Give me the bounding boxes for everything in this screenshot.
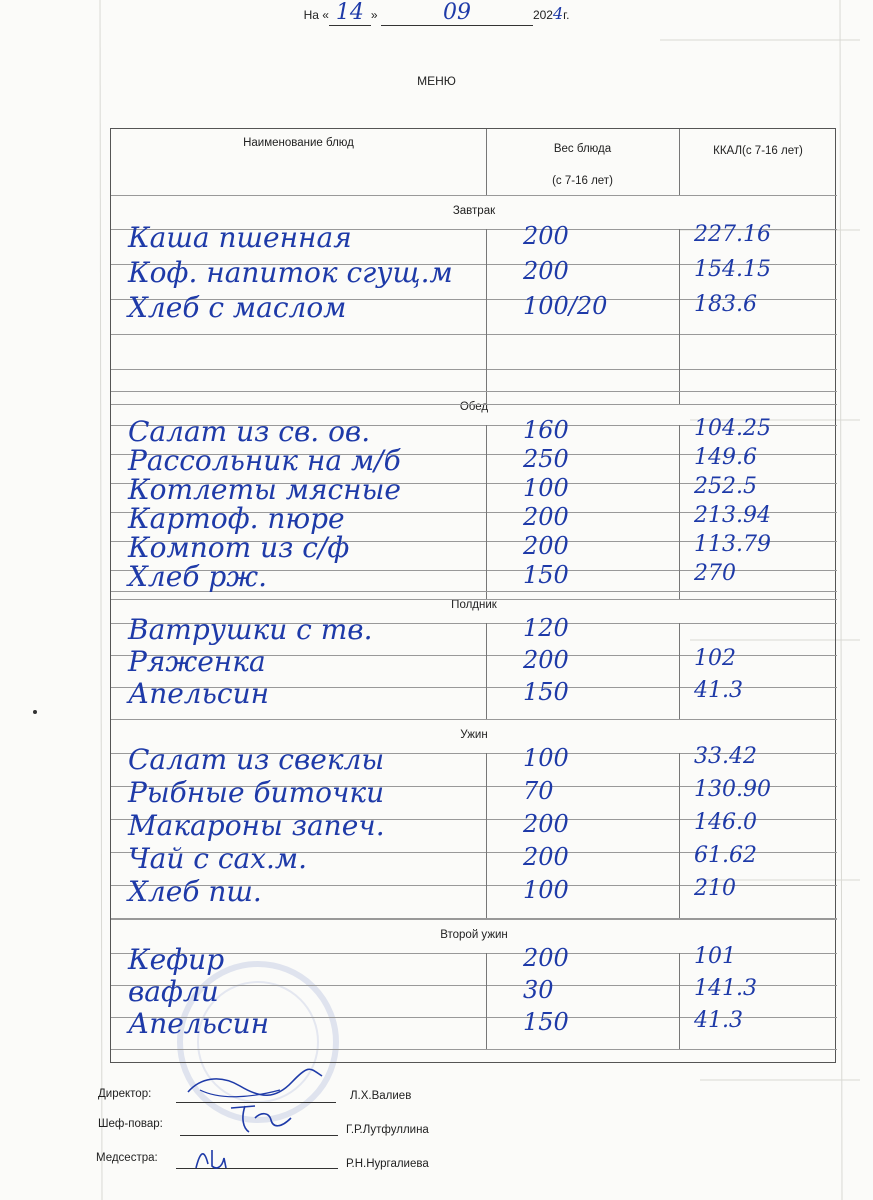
column-divider [486, 425, 487, 599]
column-divider [486, 953, 487, 1049]
dish-kcal: 252.5 [694, 474, 757, 499]
dish-weight: 200 [523, 843, 569, 871]
section-divider [111, 391, 837, 392]
dish-weight: 200 [523, 257, 569, 285]
dish-kcal: 183.6 [694, 292, 757, 317]
dish-weight: 250 [523, 445, 569, 473]
dish-kcal: 210 [694, 876, 736, 901]
dish-weight: 150 [523, 561, 569, 589]
dish-weight: 200 [523, 222, 569, 250]
section-lunch: Обед [459, 401, 489, 413]
section-divider [111, 195, 837, 196]
dish-name: Хлеб пш. [128, 875, 262, 908]
section-divider [111, 919, 837, 920]
section-dinner: Ужин [460, 729, 488, 741]
dish-kcal: 154.15 [694, 257, 771, 282]
stray-mark [33, 710, 37, 714]
dish-weight: 100 [523, 744, 569, 772]
dish-name: Апельсин [128, 677, 270, 710]
dish-name: Компот из с/ф [128, 531, 350, 564]
dish-kcal: 141.3 [694, 976, 757, 1001]
date-prefix: На « [303, 8, 329, 22]
dish-name: Салат из свеклы [128, 743, 385, 776]
page-title: МЕНЮ [417, 74, 456, 88]
column-divider [679, 129, 680, 195]
dish-weight: 120 [523, 614, 569, 642]
dish-weight: 30 [523, 976, 554, 1004]
dish-name: Каша пшенная [128, 221, 352, 254]
nurse-label: Медсестра: [96, 1152, 158, 1164]
row-divider [111, 369, 837, 370]
dish-weight: 100/20 [523, 292, 608, 320]
dish-name: Рыбные биточки [128, 776, 385, 809]
row-divider [111, 334, 837, 335]
dish-name: Хлеб с маслом [128, 291, 347, 324]
dish-kcal: 102 [694, 646, 736, 671]
dish-weight: 100 [523, 876, 569, 904]
row-divider [111, 404, 837, 405]
dish-name: Салат из св. ов. [128, 415, 371, 448]
dish-weight: 150 [523, 678, 569, 706]
dish-kcal: 130.90 [694, 777, 771, 802]
chef-name: Г.Р.Лутфуллина [346, 1124, 429, 1136]
column-divider [486, 129, 487, 195]
dish-weight: 70 [523, 777, 554, 805]
date-month: 09 [442, 0, 471, 25]
dish-kcal: 227.16 [694, 222, 771, 247]
dish-kcal: 61.62 [694, 843, 757, 868]
date-day: 14 [335, 0, 364, 25]
dish-name: Коф. напиток сгущ.м [128, 256, 453, 289]
director-label: Директор: [98, 1088, 152, 1100]
row-divider [111, 599, 837, 600]
dish-name: вафли [128, 975, 219, 1008]
section-snack: Полдник [451, 599, 497, 611]
dish-kcal: 270 [694, 561, 736, 586]
column-header-weight: Вес блюда [553, 143, 612, 155]
year-prefix: 202 [532, 8, 553, 22]
dish-kcal: 149.6 [694, 445, 757, 470]
dish-kcal: 104.25 [694, 416, 771, 441]
dish-weight: 200 [523, 532, 569, 560]
dish-kcal: 113.79 [694, 532, 771, 557]
dish-name: Хлеб рж. [128, 560, 267, 593]
dish-weight: 100 [523, 474, 569, 502]
date-line [0, 0, 873, 26]
column-divider [486, 623, 487, 719]
year-digit: 4 [552, 4, 564, 23]
year-suffix: г. [563, 8, 570, 22]
dish-weight: 200 [523, 503, 569, 531]
section-second-dinner: Второй ужин [440, 929, 508, 941]
dish-kcal: 33.42 [694, 744, 757, 769]
dish-kcal: 41.3 [694, 1008, 743, 1033]
dish-weight: 160 [523, 416, 569, 444]
chef-signature [225, 1098, 305, 1138]
column-divider [679, 229, 680, 404]
dish-name: Ватрушки с тв. [128, 613, 373, 646]
dish-name: Рассольник на м/б [128, 444, 401, 477]
date-sep: » [370, 8, 378, 22]
column-header-kcal: ККАЛ(с 7-16 лет) [713, 145, 803, 157]
dish-name: Кефир [128, 943, 225, 976]
dish-name: Макароны запеч. [128, 809, 385, 842]
nurse-name: Р.Н.Нургалиева [346, 1158, 429, 1170]
column-header-name: Наименование блюд [243, 137, 354, 149]
column-divider [679, 623, 680, 719]
column-divider [486, 229, 487, 404]
column-divider [679, 425, 680, 599]
chef-label: Шеф-повар: [98, 1118, 163, 1130]
dish-name: Апельсин [128, 1007, 270, 1040]
column-divider [486, 753, 487, 918]
dish-name: Котлеты мясные [128, 473, 401, 506]
dish-name: Картоф. пюре [128, 502, 345, 535]
dish-kcal: 41.3 [694, 678, 743, 703]
dish-kcal: 213.94 [694, 503, 771, 528]
column-header-weight-age: (с 7-16 лет) [552, 175, 613, 187]
director-name: Л.Х.Валиев [350, 1090, 412, 1102]
column-divider [679, 953, 680, 1049]
dish-name: Ряженка [128, 645, 266, 678]
dish-weight: 200 [523, 944, 569, 972]
dish-kcal: 146.0 [694, 810, 757, 835]
dish-name: Чай с сах.м. [128, 842, 308, 875]
dish-weight: 150 [523, 1008, 569, 1036]
column-divider [679, 753, 680, 918]
section-breakfast: Завтрак [452, 205, 496, 217]
dish-weight: 200 [523, 646, 569, 674]
nurse-signature [190, 1140, 240, 1174]
row-divider [111, 1049, 837, 1050]
section-divider [111, 719, 837, 720]
dish-kcal: 101 [694, 944, 736, 969]
dish-weight: 200 [523, 810, 569, 838]
